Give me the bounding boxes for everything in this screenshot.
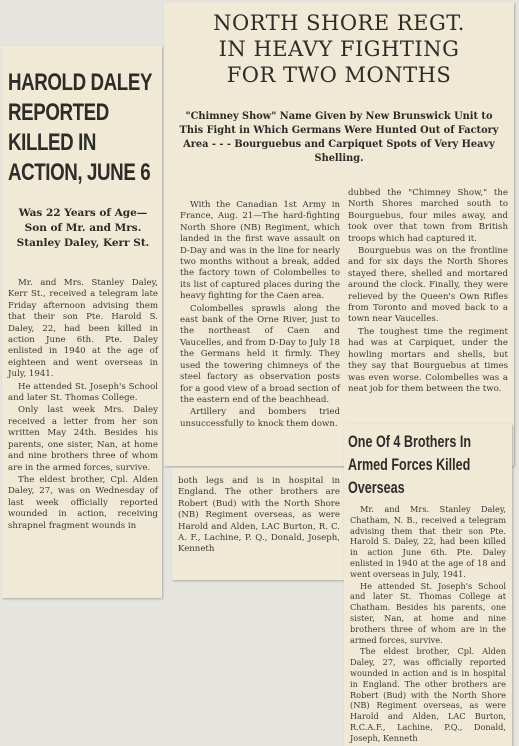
paragraph: The toughest time the regiment had was at Carpiquet, under the howling mortars and shells, but they say that Bourguebus at times was even worse. Colombelles was a neat job for them between the two. [348,326,508,394]
article-continuation [178,476,340,557]
clipping-four-brothers [344,424,512,746]
paragraph: Artillery and bombers tried unsuccessfully to knock them down. [180,407,340,429]
paragraph: With the Canadian 1st Army in France, Aug. 21—The hard-fighting North Shore (NB) Regiment, which landed in the first wave assault on D-Day and was in the line for nearly two months without a break, added the factory town of Colombelles to its list of captured places during the heavy fighting for the Caen area. [180,200,340,302]
clipping-north-shore [164,2,514,466]
article-body-four-brothers [350,504,506,745]
clipping-continuation [172,468,344,580]
paragraph: dubbed the "Chimney Show," the North Shores marched south to Bourguebus, four miles away, and took over that town from British troops which had captured it. [348,188,508,244]
paragraph: The eldest brother, Cpl. Alden Daley, 27, was officially reported wounded in action and is in hospital in England. The other brothers are Robert (Bud) with the North Shore (NB) Regiment overseas, as were Harold and Alden, LAC Burton, R.C.A.F., Lachine, P.Q., Donald, Joseph, Kenneth [350,646,506,743]
headline-four-brothers: One Of 4 Brothers In Armed Forces Killed Overseas [348,432,472,497]
headline-line: FOR TWO MONTHS [226,63,452,87]
subhead-north-shore: "Chimney Show" Name Given by New Brunswick Unit to This Fight in Which Germans Were Hunted Out of Factory Area - - - Bourguebus and Carpiquet Spots of Very Heavy Shelling. [179,111,499,164]
clipping-harold-daley [2,46,162,598]
headline-line: NORTH SHORE REGT. [213,11,465,35]
paragraph: Mr. and Mrs. Stanley Daley, Chatham, N. B., received a telegram advising them that their son Pte. Harold S. Daley, 22, had been killed in action June 6th. Pte. Daley enlisted in 1940 at the age of 18 and went overseas in July, 1941. [350,504,506,579]
paragraph: He attended St. Joseph's School and later St. Thomas College at Chatham. Besides his parents, one sister, Nan, at home and nine brothers three of whom are in the armed forces, survive. [350,580,506,645]
paragraph: He attended St. Joseph's School and later St. Thomas College. [8,381,158,404]
paragraph: The eldest brother, Cpl. Alden Daley, 27, was on Wednesday of last week officially reported wounded in action, receiving shrapnel fragment wounds in [8,474,158,531]
headline-harold-daley: HAROLD DALEY REPORTED KILLED IN ACTION, JUNE 6 [8,69,152,186]
paragraph: Only last week Mrs. Daley received a letter from her son written May 24th. Besides his parents, one sister, Nan, at home and nine brothers three of whom are in the armed forces, survive. [8,405,158,473]
subhead-harold-daley: Was 22 Years of Age—Son of Mr. and Mrs. Stanley Daley, Kerr St. [16,207,150,249]
article-column-1 [180,200,340,431]
paragraph: Mr. and Mrs. Stanley Daley, Kerr St., received a telegram late Friday afternoon advising them that their son Pte. Harold S. Daley, 22, had been killed in action June 6th. Pte. Daley enlisted in 1940 at the age of eighteen and went overseas in July, 1941. [8,278,158,380]
article-column-2 [348,188,508,396]
paragraph: Colombelles sprawls along the east bank of the Orne River, just to the northeast of Caen and Vaucelles, and from D-Day to July 18 the Germans held it firmly. They used the towering chimneys of the steel factory as observation posts for a good view of a broad section of the eastern end of the beachhead. [180,303,340,405]
paragraph: both legs and is in hospital in England. The other brothers are Robert (Bud) with the North Shore (NB) Regiment overseas, as were Harold and Alden, LAC Burton, R. C. A. F., Lachine, P. Q., Donald, Joseph, Kenneth [178,476,340,555]
article-body-harold-daley [8,278,158,533]
headline-north-shore [164,10,514,88]
paragraph: Bourguebus was on the frontline and for six days the North Shores stayed there, shelled and mortared around the clock. Finally, they were relieved by the Queen's Own Rifles from Toronto and moved back to a town near Vaucelles. [348,246,508,325]
headline-line: IN HEAVY FIGHTING [218,37,460,61]
